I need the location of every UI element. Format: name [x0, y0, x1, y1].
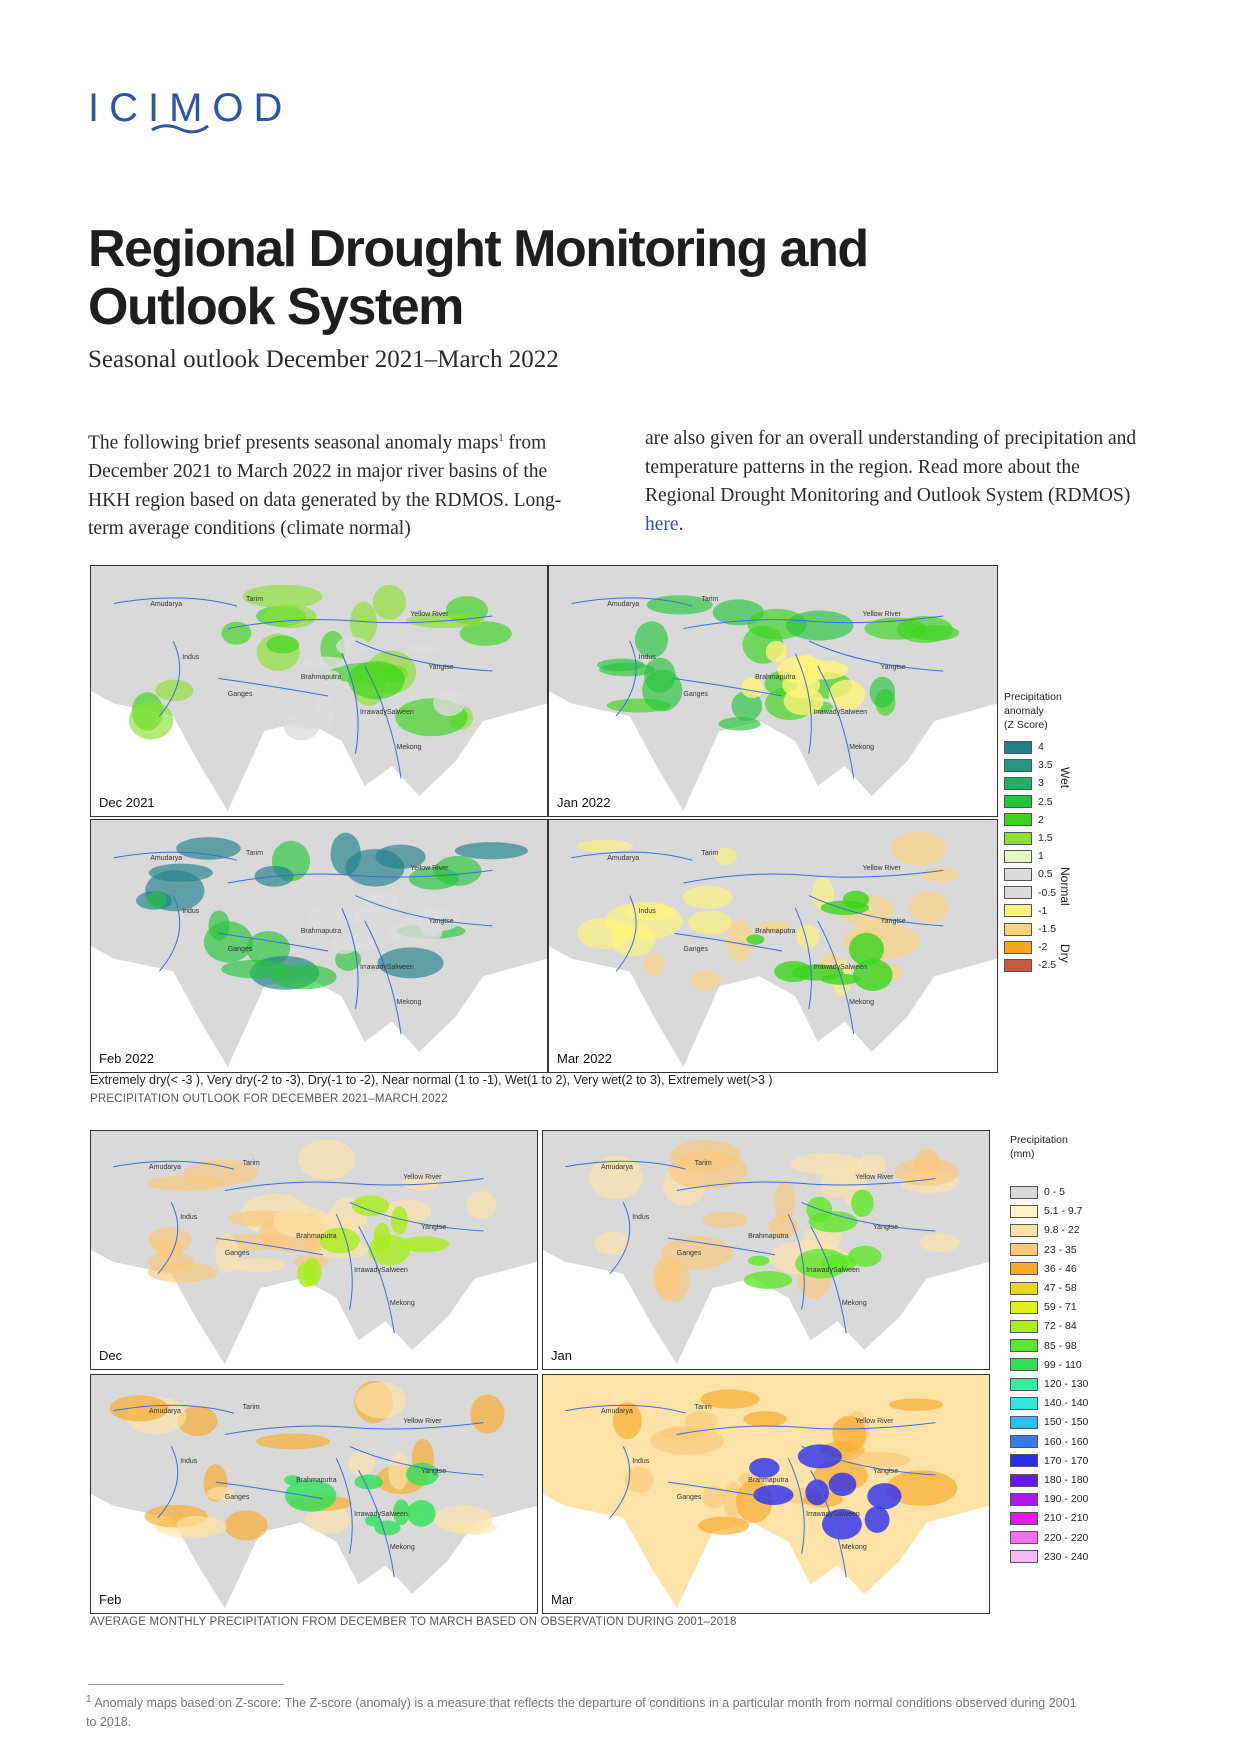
- river-label-yangtse: Yangtse: [880, 918, 906, 926]
- legend-swatch: [1010, 1262, 1038, 1275]
- legend-value: 0 - 5: [1044, 1186, 1066, 1198]
- title-line-1: Regional Drought Monitoring and: [88, 220, 868, 278]
- legend-swatch: [1004, 795, 1032, 808]
- legend-item: [1004, 940, 1047, 954]
- precip-map-feb: [90, 1374, 538, 1614]
- caption-average-precipitation: AVERAGE MONTHLY PRECIPITATION FROM DECEMBER TO MARCH BASED ON OBSERVATION DURING 2001–2018: [90, 1616, 737, 1628]
- river-label-indus: Indus: [182, 653, 200, 661]
- legend-swatch: [1010, 1205, 1038, 1218]
- river-label-amudarya: Amudarya: [150, 855, 183, 863]
- river-label-ganges: Ganges: [227, 691, 253, 698]
- precipitation-legend: [1010, 1133, 1110, 1593]
- river-label-brahmaputra: Brahmaputra: [755, 673, 796, 681]
- river-label-yellow: Yellow River: [403, 1173, 442, 1181]
- legend-item: [1010, 1300, 1077, 1314]
- legend-swatch: [1010, 1224, 1038, 1237]
- river-label-irrawady: IrrawadySalween: [354, 1266, 408, 1274]
- logo-wave-icon: [150, 122, 210, 134]
- intro-text-end: .: [678, 513, 684, 535]
- legend-item: [1004, 795, 1053, 809]
- anomaly-legend: [1004, 690, 1094, 990]
- river-label-amudarya: Amudarya: [600, 1164, 633, 1172]
- river-label-tarim: Tarim: [242, 1403, 260, 1411]
- legend-value: 180 - 180: [1044, 1474, 1089, 1486]
- river-label-ganges: Ganges: [224, 1494, 250, 1501]
- legend-title: anomaly: [1004, 705, 1044, 717]
- class-definitions: Extremely dry(< -3 ), Very dry(-2 to -3), Dry(-1 to -2), Near normal (1 to -1), Wet(1 to 2), Very wet(2 to 3), Extremely wet(>3 ): [90, 1073, 773, 1087]
- legend-value: 170 - 170: [1044, 1454, 1089, 1467]
- legend-item: [1004, 831, 1053, 845]
- intro-text-a: The following brief presents seasonal anomaly maps: [88, 432, 499, 454]
- river-label-irrawady: IrrawadySalween: [360, 963, 414, 971]
- river-label-tarim: Tarim: [246, 850, 264, 858]
- legend-swatch: [1010, 1416, 1038, 1429]
- river-label-brahmaputra: Brahmaputra: [748, 1233, 789, 1241]
- river-label-mekong: Mekong: [389, 1299, 415, 1307]
- map-label: Dec: [99, 1348, 123, 1363]
- river-label-mekong: Mekong: [389, 1543, 415, 1551]
- footnote-divider: [88, 1684, 284, 1685]
- legend-swatch: [1010, 1435, 1038, 1448]
- legend-value: 150 - 150: [1044, 1416, 1089, 1429]
- legend-item: [1010, 1262, 1077, 1276]
- legend-swatch: [1010, 1397, 1038, 1410]
- legend-swatch: [1004, 886, 1032, 899]
- river-label-mekong: Mekong: [849, 743, 875, 751]
- river-label-yangtse: Yangtse: [873, 1223, 899, 1231]
- river-label-tarim: Tarim: [242, 1159, 260, 1167]
- map-label: Dec 2021: [99, 795, 155, 810]
- river-label-brahmaputra: Brahmaputra: [300, 673, 342, 681]
- river-label-irrawady: IrrawadySalween: [354, 1510, 408, 1518]
- legend-item: [1010, 1204, 1083, 1218]
- title-line-2: Outlook System: [88, 278, 463, 336]
- legend-value: -1: [1038, 904, 1048, 917]
- river-label-ganges: Ganges: [683, 946, 708, 953]
- legend-swatch: [1010, 1493, 1038, 1506]
- river-label-tarim: Tarim: [701, 596, 719, 603]
- river-label-tarim: Tarim: [694, 1159, 712, 1167]
- legend-swatch: [1004, 850, 1032, 863]
- river-label-brahmaputra: Brahmaputra: [296, 1233, 337, 1241]
- legend-title: (mm): [1010, 1148, 1035, 1160]
- legend-value: 36 - 46: [1044, 1262, 1077, 1275]
- legend-swatch: [1004, 832, 1032, 845]
- footnote-number: 1: [86, 1694, 92, 1705]
- legend-swatch: [1010, 1358, 1038, 1371]
- dry-label: Dry: [1058, 944, 1072, 963]
- legend-title: Precipitation: [1010, 1134, 1068, 1146]
- river-label-brahmaputra: Brahmaputra: [296, 1477, 337, 1485]
- legend-value: 230 - 240: [1044, 1550, 1089, 1563]
- legend-value: 3: [1038, 777, 1044, 790]
- legend-value: 23 - 35: [1044, 1243, 1077, 1256]
- legend-item: [1010, 1435, 1088, 1449]
- legend-swatch: [1004, 868, 1032, 881]
- river-label-irrawady: IrrawadySalween: [360, 708, 414, 716]
- legend-item: [1010, 1396, 1088, 1410]
- river-label-indus: Indus: [638, 653, 656, 661]
- legend-item: [1010, 1454, 1088, 1468]
- map-label: Mar: [551, 1592, 574, 1607]
- anomaly-map-dec-2021: [90, 565, 548, 817]
- legend-swatch: [1004, 959, 1032, 972]
- legend-item: [1010, 1339, 1077, 1353]
- river-label-yangtse: Yangtse: [421, 1467, 447, 1475]
- legend-swatch: [1010, 1282, 1038, 1295]
- legend-swatch: [1010, 1474, 1038, 1487]
- precip-map-mar: [542, 1374, 990, 1614]
- legend-swatch: [1010, 1378, 1038, 1391]
- river-label-brahmaputra: Brahmaputra: [755, 928, 796, 936]
- legend-item: [1004, 813, 1044, 827]
- legend-item: [1004, 904, 1047, 918]
- river-label-mekong: Mekong: [396, 998, 422, 1006]
- legend-swatch: [1010, 1186, 1038, 1199]
- river-label-mekong: Mekong: [841, 1543, 867, 1551]
- legend-value: 85 - 98: [1044, 1339, 1077, 1352]
- legend-item: [1010, 1550, 1088, 1564]
- legend-swatch: [1004, 941, 1032, 954]
- river-label-indus: Indus: [180, 1458, 198, 1466]
- river-label-yellow: Yellow River: [862, 865, 901, 873]
- river-label-yangtse: Yangtse: [421, 1223, 447, 1231]
- legend-value: -0.5: [1038, 886, 1057, 899]
- legend-title: Precipitation: [1004, 691, 1062, 703]
- river-label-irrawady: IrrawadySalween: [813, 963, 868, 971]
- river-label-irrawady: IrrawadySalween: [806, 1510, 860, 1518]
- river-label-yellow: Yellow River: [862, 611, 901, 618]
- footnote-ref: 1: [498, 433, 504, 444]
- legend-item: [1010, 1377, 1088, 1391]
- map-label: Jan: [551, 1348, 572, 1363]
- precip-map-jan: [542, 1130, 990, 1370]
- river-label-mekong: Mekong: [396, 743, 422, 751]
- legend-value: 160 - 160: [1044, 1435, 1089, 1448]
- river-label-yangtse: Yangtse: [873, 1467, 899, 1475]
- icimod-logo: ICIMOD: [88, 86, 293, 130]
- river-label-mekong: Mekong: [841, 1299, 867, 1307]
- normal-label: Normal: [1058, 867, 1072, 906]
- legend-item: [1010, 1415, 1088, 1429]
- anomaly-map-mar-2022: [548, 819, 998, 1073]
- river-label-yellow: Yellow River: [403, 1417, 442, 1425]
- legend-value: -2: [1038, 941, 1048, 954]
- legend-item: [1010, 1243, 1077, 1257]
- river-label-amudarya: Amudarya: [150, 601, 183, 608]
- river-label-mekong: Mekong: [849, 998, 875, 1006]
- map-label: Feb 2022: [99, 1051, 154, 1066]
- legend-item: [1010, 1319, 1077, 1333]
- river-label-ganges: Ganges: [224, 1250, 250, 1257]
- river-label-ganges: Ganges: [676, 1250, 702, 1257]
- river-label-yellow: Yellow River: [855, 1173, 894, 1181]
- map-label: Jan 2022: [557, 795, 611, 810]
- river-label-amudarya: Amudarya: [148, 1164, 181, 1172]
- anomaly-map-jan-2022: [548, 565, 998, 817]
- river-label-irrawady: IrrawadySalween: [813, 708, 868, 716]
- legend-value: 4: [1038, 741, 1044, 753]
- legend-value: 190 - 200: [1044, 1493, 1089, 1506]
- legend-value: 47 - 58: [1044, 1282, 1077, 1294]
- river-label-yellow: Yellow River: [410, 865, 449, 873]
- page-title: [88, 220, 988, 336]
- river-label-indus: Indus: [638, 908, 656, 916]
- legend-item: [1004, 922, 1056, 936]
- legend-item: [1010, 1492, 1088, 1506]
- legend-item: [1010, 1185, 1065, 1199]
- river-label-yellow: Yellow River: [855, 1417, 894, 1425]
- legend-swatch: [1010, 1531, 1038, 1544]
- legend-value: 0.5: [1038, 868, 1053, 881]
- river-label-brahmaputra: Brahmaputra: [748, 1477, 789, 1485]
- river-label-yangtse: Yangtse: [428, 663, 454, 671]
- river-label-indus: Indus: [180, 1214, 198, 1222]
- legend-item: [1010, 1473, 1088, 1487]
- intro-right-column: [645, 425, 1150, 539]
- caption-precipitation-outlook: PRECIPITATION OUTLOOK FOR DECEMBER 2021–MARCH 2022: [90, 1093, 448, 1105]
- river-label-yangtse: Yangtse: [428, 918, 454, 926]
- legend-value: 5.1 - 9.7: [1044, 1205, 1083, 1218]
- river-label-ganges: Ganges: [676, 1494, 702, 1501]
- river-label-irrawady: IrrawadySalween: [806, 1266, 860, 1274]
- legend-item: [1010, 1511, 1088, 1525]
- river-label-ganges: Ganges: [227, 946, 253, 953]
- footnote-text: Anomaly maps based on Z-score: The Z-score (anomaly) is a measure that reflects the departure of conditions in a particular month from normal conditions observed during 2001 to 2018.: [86, 1696, 1077, 1730]
- legend-value: 1.5: [1038, 832, 1053, 844]
- precip-map-dec: [90, 1130, 538, 1370]
- legend-value: 99 - 110: [1044, 1358, 1082, 1371]
- river-label-indus: Indus: [632, 1458, 650, 1466]
- intro-left-column: [88, 425, 593, 544]
- river-label-amudarya: Amudarya: [607, 601, 640, 608]
- intro-text-c: are also given for an overall understanding of precipitation and temperature patterns in the region. Read more about the Regional Drought Monitoring and Outlook System (RDMOS): [645, 428, 1137, 506]
- footnote: [86, 1690, 1086, 1732]
- legend-item: [1010, 1223, 1080, 1237]
- intro-text-b: from December 2021 to March 2022 in major river basins of the HKH region based on data generated by the RDMOS. Long-term average conditions (climate normal): [88, 432, 562, 539]
- legend-item: [1010, 1281, 1077, 1295]
- legend-swatch: [1010, 1512, 1038, 1525]
- river-label-yangtse: Yangtse: [880, 663, 906, 671]
- river-label-tarim: Tarim: [694, 1403, 712, 1411]
- river-label-amudarya: Amudarya: [607, 855, 640, 863]
- legend-swatch: [1004, 923, 1032, 936]
- river-label-indus: Indus: [632, 1214, 650, 1222]
- legend-value: 120 - 130: [1044, 1378, 1089, 1390]
- legend-swatch: [1004, 904, 1032, 917]
- legend-swatch: [1010, 1243, 1038, 1256]
- legend-value: 1: [1038, 850, 1044, 863]
- legend-item: [1004, 867, 1053, 881]
- river-label-indus: Indus: [182, 908, 200, 916]
- river-label-tarim: Tarim: [246, 596, 264, 603]
- legend-swatch: [1004, 741, 1032, 754]
- legend-swatch: [1004, 759, 1032, 772]
- legend-item: [1010, 1531, 1088, 1545]
- legend-value: 59 - 71: [1044, 1301, 1077, 1314]
- legend-item: [1010, 1358, 1082, 1372]
- map-label: Feb: [99, 1592, 122, 1607]
- legend-item: [1004, 758, 1053, 772]
- legend-swatch: [1010, 1339, 1038, 1352]
- legend-swatch: [1010, 1301, 1038, 1314]
- river-label-tarim: Tarim: [701, 850, 719, 858]
- legend-value: 140 - 140: [1044, 1397, 1089, 1410]
- river-label-amudarya: Amudarya: [600, 1408, 633, 1416]
- legend-swatch: [1010, 1454, 1038, 1467]
- legend-value: 2.5: [1038, 795, 1053, 808]
- legend-value: -1.5: [1038, 923, 1057, 935]
- map-label: Mar 2022: [557, 1051, 612, 1066]
- legend-item: [1004, 886, 1056, 900]
- here-link[interactable]: here: [645, 513, 679, 535]
- legend-item: [1004, 958, 1056, 972]
- river-label-amudarya: Amudarya: [148, 1408, 181, 1416]
- river-label-yellow: Yellow River: [410, 611, 449, 618]
- legend-swatch: [1010, 1320, 1038, 1333]
- river-label-brahmaputra: Brahmaputra: [300, 928, 342, 936]
- legend-item: [1004, 776, 1044, 790]
- legend-value: 9.8 - 22: [1044, 1224, 1080, 1237]
- legend-value: -2.5: [1038, 959, 1057, 972]
- legend-item: [1004, 849, 1044, 863]
- legend-swatch: [1010, 1550, 1038, 1563]
- page-subtitle: Seasonal outlook December 2021–March 2022: [88, 346, 559, 373]
- legend-swatch: [1004, 813, 1032, 826]
- legend-item: [1004, 740, 1044, 754]
- wet-label: Wet: [1058, 767, 1072, 789]
- legend-value: 72 - 84: [1044, 1320, 1077, 1333]
- legend-value: 2: [1038, 813, 1044, 826]
- anomaly-map-feb-2022: [90, 819, 548, 1073]
- legend-swatch: [1004, 777, 1032, 790]
- legend-value: 210 - 210: [1044, 1512, 1089, 1525]
- legend-value: 3.5: [1038, 759, 1053, 772]
- legend-title: (Z Score): [1004, 719, 1048, 731]
- legend-value: 220 - 220: [1044, 1531, 1089, 1544]
- river-label-ganges: Ganges: [683, 691, 708, 698]
